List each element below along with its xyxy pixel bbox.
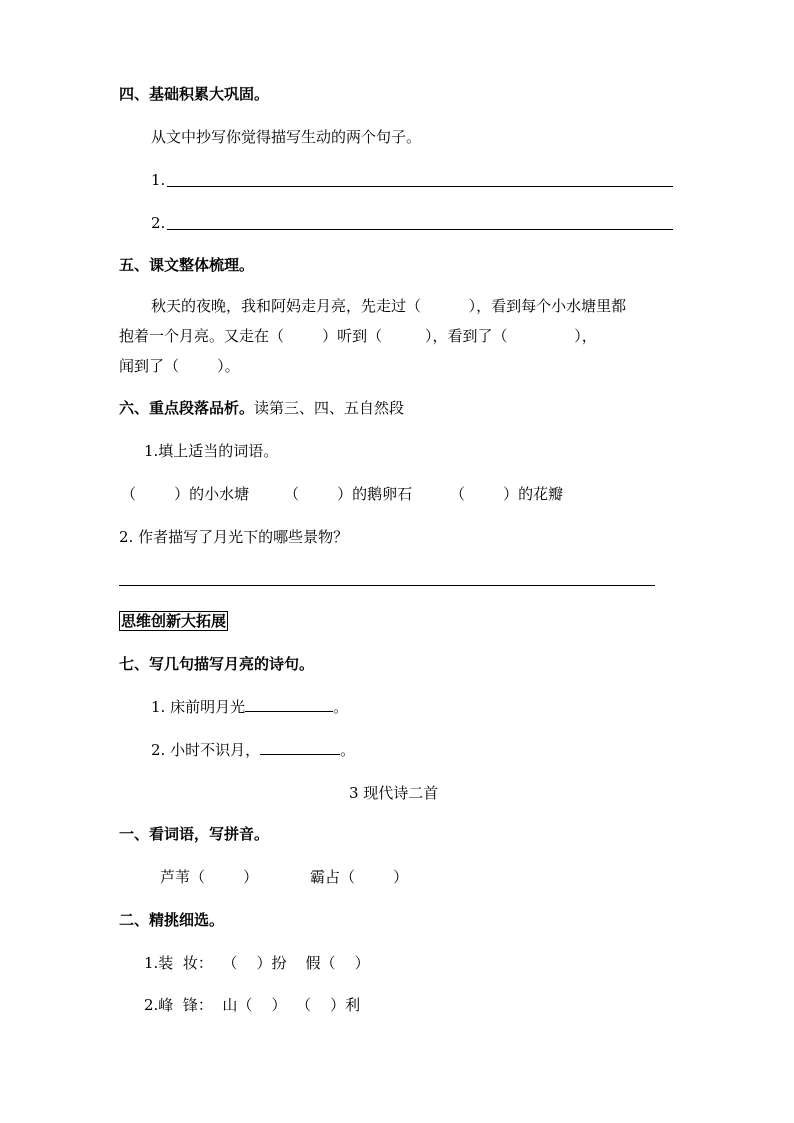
lesson-3-section-2-title: 二、精挑细选。 [119,911,225,929]
section-5-line-3: 闻到了（ ）。 [119,357,240,375]
lesson-3-section-1-title: 一、看词语，写拼音。 [119,825,270,843]
section-5-title: 五、课文整体梳理。 [119,256,255,274]
section-4-title: 四、基础积累大巩固。 [119,85,270,103]
lesson-3-title: 3 现代诗二首 [349,784,439,802]
poem-line-1-prefix: 1. 床前明月光 [151,698,246,716]
poem-line-1 [151,697,348,717]
fill-blank-pond[interactable]: （ ）的小水塘 [121,485,250,503]
section-4-prompt: 从文中抄写你觉得描写生动的两个句子。 [151,128,422,146]
poem-blank-1[interactable] [245,697,333,712]
section-6-title-rest: 读第三、四、五自然段 [254,399,405,417]
fill-blank-petal[interactable]: （ ）的花瓣 [450,485,564,503]
section-6-q2: 2. 作者描写了月光下的哪些景物？ [119,528,349,546]
section-6-title: 六、重点段落品析。 [119,399,255,417]
poem-line-1-suffix: 。 [333,698,349,716]
section-5-line-1: 秋天的夜晚，我和阿妈走月亮，先走过（ ），看到每个小水塘里都 [151,297,627,315]
poem-line-2-prefix: 2. 小时不识月， [151,741,261,759]
fill-blank-pebble[interactable]: （ ）的鹅卵石 [284,485,413,503]
section-6-q1: 1.填上适当的词语。 [144,442,279,460]
pinyin-word-2[interactable]: 霸占（ ） [310,868,409,886]
answer-line-q2[interactable] [119,585,655,586]
section-5-line-2: 抱着一个月亮。又走在（ ）听到（ ），看到了（ ）， [119,327,597,345]
poem-line-2 [151,740,355,760]
choice-row-2[interactable]: 2.峰 锋： 山（ ） （ ）利 [144,996,361,1014]
choice-row-1[interactable]: 1.装 妆： （ ）扮 假（ ） [144,954,370,972]
poem-blank-2[interactable] [260,740,340,755]
poem-line-2-suffix: 。 [340,741,356,759]
thinking-extension-box: 思维创新大拓展 [121,612,227,630]
section-7-title: 七、写几句描写月亮的诗句。 [119,655,315,673]
section-6-heading [119,398,404,418]
answer-line-2[interactable] [167,229,673,230]
answer-line-1[interactable] [167,186,673,187]
answer-line-2-label: 2. [151,214,166,232]
pinyin-word-1[interactable]: 芦苇（ ） [160,868,259,886]
answer-line-1-label: 1. [151,171,166,189]
